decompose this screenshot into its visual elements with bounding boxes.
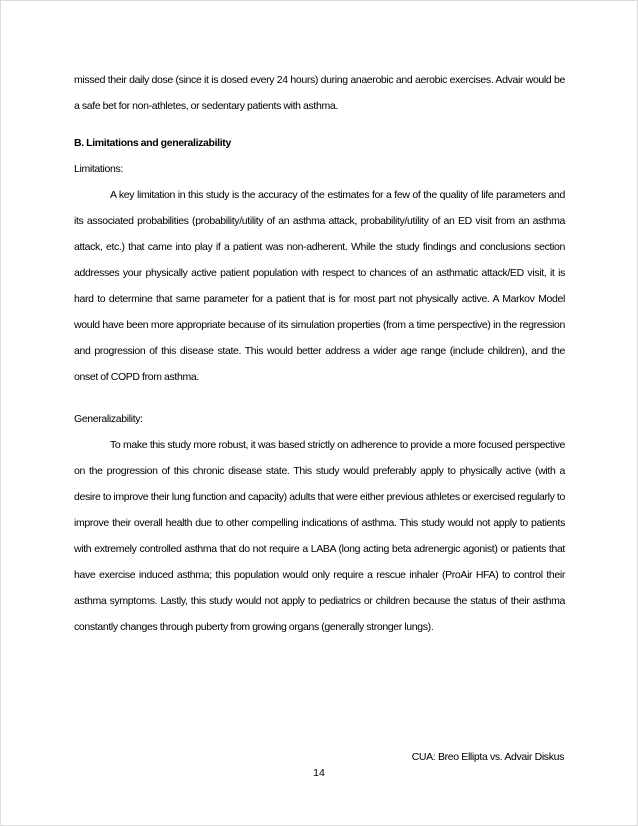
paragraph-limitations: A key limitation in this study is the accuracy of the estimates for a few of the quality of life parameters and its associated probabilities (probability/utility of an asthma attack, probability/utility of an ED visit from an asthma attack, etc.) that came into play if a patient was non-adherent. While the study findings and conclusions section addresses your physically active patient population with respect to chances of an asthmatic attack/ED visit, it is hard to determine that same parameter for a patient that is for most part not physically active. A Markov Model would have been more appropriate because of its simulation properties (from a time perspective) in the regression and progression of this disease state. This would better address a wider age range (include children), and the onset of COPD from asthma.: [74, 189, 565, 383]
section-heading: B. Limitations and generalizability: [74, 137, 231, 149]
running-title: CUA: Breo Ellipta vs. Advair Diskus: [411, 751, 564, 763]
page-body: [74, 67, 565, 640]
paragraph-intro: missed their daily dose (since it is dosed every 24 hours) during anaerobic and aerobic exercises. Advair would be a safe bet for non-athletes, or sedentary patients with asthma.: [74, 74, 565, 112]
paragraph-generalizability: To make this study more robust, it was based strictly on adherence to provide a more focused perspective on the progression of this chronic disease state. This study would preferably apply to physically active (with a desire to improve their lung function and capacity) adults that were either previous athletes or exercised regularly to improve their overall health due to other compelling indications of asthma. This study would not apply to patients with extremely controlled asthma that do not require a LABA (long acting beta adrenergic agonist) or patients that have exercise induced asthma; this population would only require a rescue inhaler (ProAir HFA) to control their asthma symptoms. Lastly, this study would not apply to pediatrics or children because the status of their asthma constantly changes through puberty from growing organs (generally stronger lungs).: [74, 439, 565, 633]
limitations-label: Limitations:: [74, 163, 123, 175]
generalizability-label: Generalizability:: [74, 413, 143, 425]
page-number: 14: [313, 767, 325, 779]
